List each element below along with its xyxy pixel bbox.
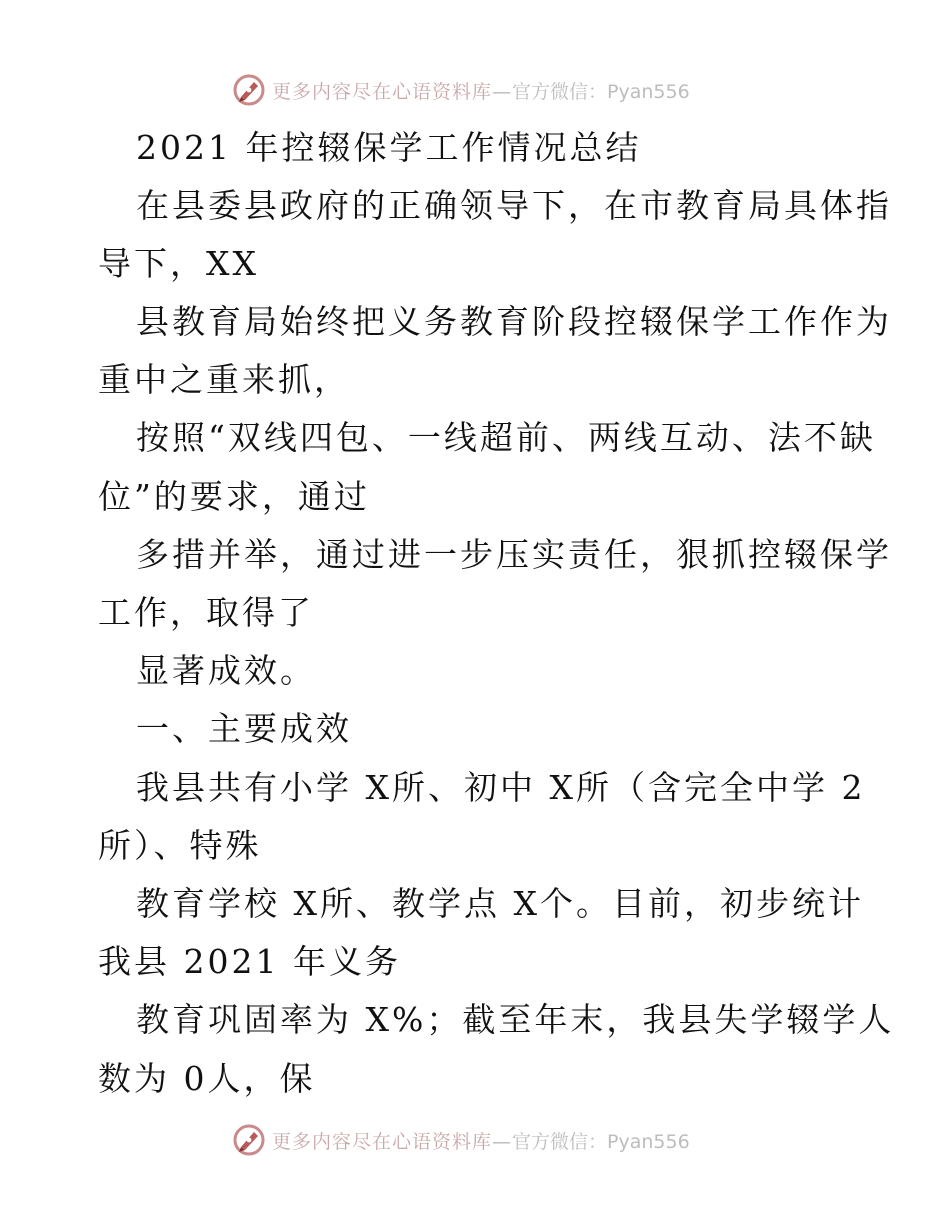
watermark-dash: — [492,80,513,103]
paragraph-line: 所）、特殊 [98,826,262,865]
watermark-header [232,70,690,110]
watermark-contact: 官方微信：Pyan556 [512,80,690,103]
document-title: 2021 年控辍保学工作情况总结 [136,128,642,167]
pen-nib-circle-icon [232,73,266,107]
watermark-text [272,1127,690,1154]
paragraph-line: 位”的要求，通过 [98,477,370,516]
watermark-brand: 更多内容尽在心语资料库 [272,80,493,103]
paragraph-line: 多措并举，通过进一步压实责任，狠抓控辍保学 [136,535,892,574]
paragraph-line: 教育学校 X所、教学点 X个。目前，初步统计 [136,884,864,923]
paragraph-line: 教育巩固率为 X%；截至年末，我县失学辍学人 [136,1000,895,1039]
section-heading: 一、主要成效 [136,709,352,748]
watermark-dash: — [492,1130,513,1153]
paragraph-line: 县教育局始终把义务教育阶段控辍保学工作作为 [136,302,892,341]
paragraph-line: 按照“双线四包、一线超前、两线互动、法不缺 [136,418,876,457]
paragraph-line: 我县 2021 年义务 [98,942,401,981]
paragraph-line: 重中之重来抓， [98,360,350,399]
paragraph-line: 在县委县政府的正确领导下，在市教育局具体指 [136,186,892,225]
watermark-brand: 更多内容尽在心语资料库 [272,1130,493,1153]
paragraph-line: 工作，取得了 [98,593,314,632]
paragraph-line: 数为 0人，保 [98,1059,316,1098]
watermark-text [272,77,690,104]
watermark-contact: 官方微信：Pyan556 [512,1130,690,1153]
paragraph-line: 我县共有小学 X所、初中 X所（含完全中学 2 [136,768,866,807]
paragraph-line: 显著成效。 [136,651,316,690]
paragraph-line: 导下，XX [98,244,259,283]
watermark-footer [232,1120,690,1160]
pen-nib-circle-icon [232,1123,266,1157]
